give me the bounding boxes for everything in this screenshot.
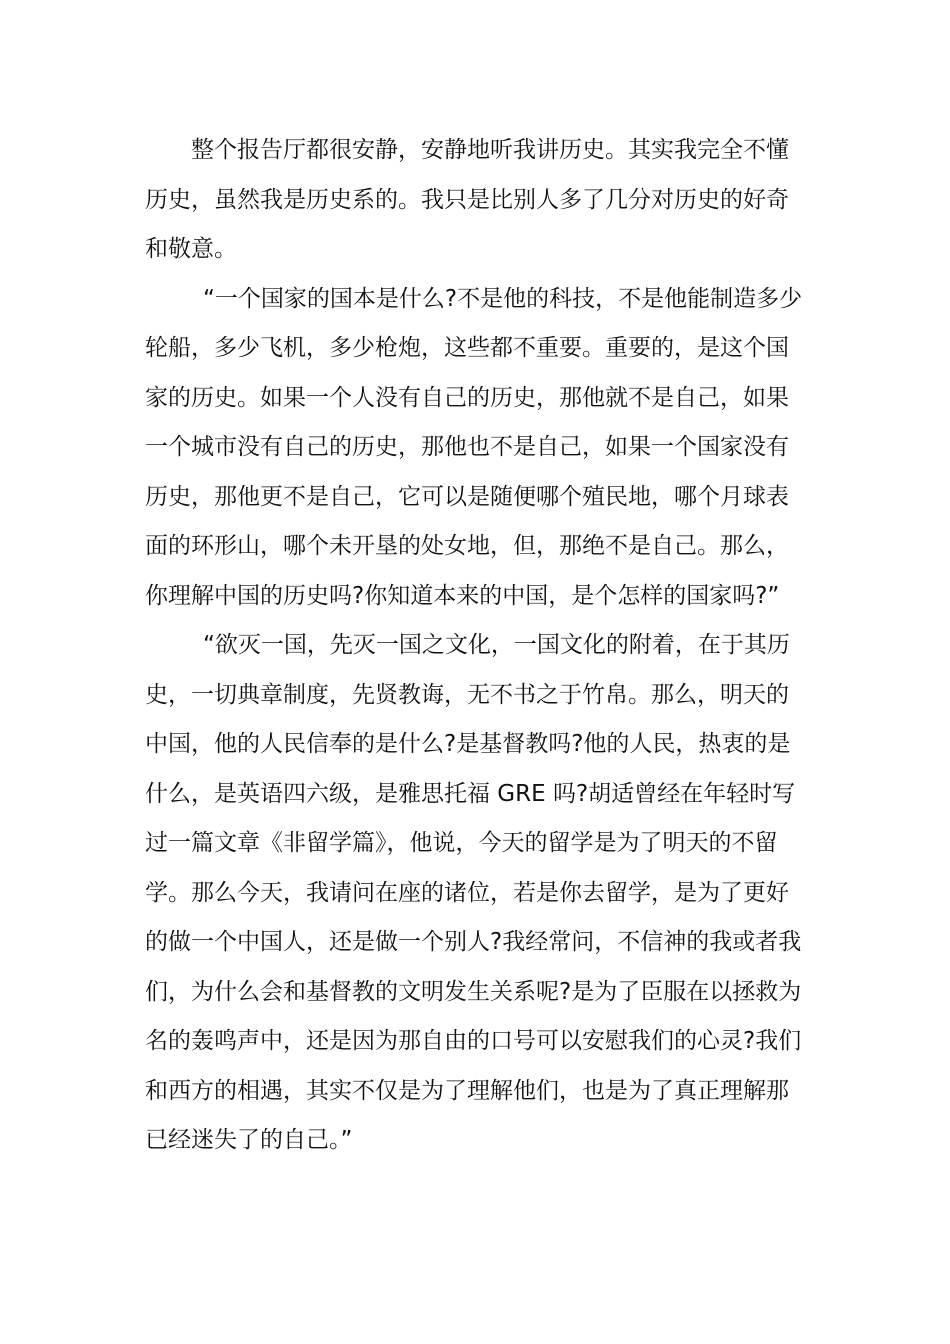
text-line: 史，一切典章制度，先贤教诲，无不书之于竹帛。那么，明天的 xyxy=(145,681,789,708)
text-line: “一个国家的国本是什么?不是他的科技，不是他能制造多少 xyxy=(203,285,803,312)
text-line: 和敬意。 xyxy=(145,236,237,262)
paragraph-3 xyxy=(145,621,802,1166)
paragraph-1 xyxy=(145,126,787,275)
text-line: 中国，他的人民信奉的是什么?是基督教吗?他的人民，热衷的是 xyxy=(145,731,791,757)
text-line: 什么，是英语四六级，是雅思托福 GRE 吗?胡适曾经在年轻时写 xyxy=(145,780,796,807)
document-body xyxy=(145,126,803,1166)
text-line: 学。那么今天，我请问在座的诸位，若是你去留学，是为了更好 xyxy=(145,879,789,906)
text-line: 历史，那他更不是自己，它可以是随便哪个殖民地，哪个月球表 xyxy=(145,483,789,510)
text-line: 轮船，多少飞机，多少枪炮，这些都不重要。重要的，是这个国 xyxy=(145,335,789,361)
text-line: 你理解中国的历史吗?你知道本来的中国，是个怎样的国家吗?” xyxy=(145,582,780,609)
text-line: 们，为什么会和基督教的文明发生关系呢?是为了臣服在以拯救为 xyxy=(145,978,802,1005)
text-line: 家的历史。如果一个人没有自己的历史，那他就不是自己，如果 xyxy=(145,384,789,411)
text-line: 的做一个中国人，还是做一个别人?我经常问，不信神的我或者我 xyxy=(145,929,802,955)
text-line: 和西方的相遇，其实不仅是为了理解他们，也是为了真正理解那 xyxy=(145,1077,789,1104)
text-line: “欲灭一国，先灭一国之文化，一国文化的附着，在于其历 xyxy=(203,632,790,658)
text-line: 历史，虽然我是历史系的。我只是比别人多了几分对历史的好奇 xyxy=(145,186,789,213)
text-line: 整个报告厅都很安静，安静地听我讲历史。其实我完全不懂 xyxy=(191,137,789,163)
text-line: 过一篇文章《非留学篇》，他说，今天的留学是为了明天的不留 xyxy=(145,830,778,856)
text-line: 已经迷失了的自己。” xyxy=(145,1127,353,1153)
text-line: 一个城市没有自己的历史，那他也不是自己，如果一个国家没有 xyxy=(145,434,789,460)
text-line: 名的轰鸣声中，还是因为那自由的口号可以安慰我们的心灵?我们 xyxy=(145,1028,802,1054)
text-line: 面的环形山，哪个未开垦的处女地，但，那绝不是自己。那么， xyxy=(145,533,789,559)
paragraph-2 xyxy=(145,275,803,622)
